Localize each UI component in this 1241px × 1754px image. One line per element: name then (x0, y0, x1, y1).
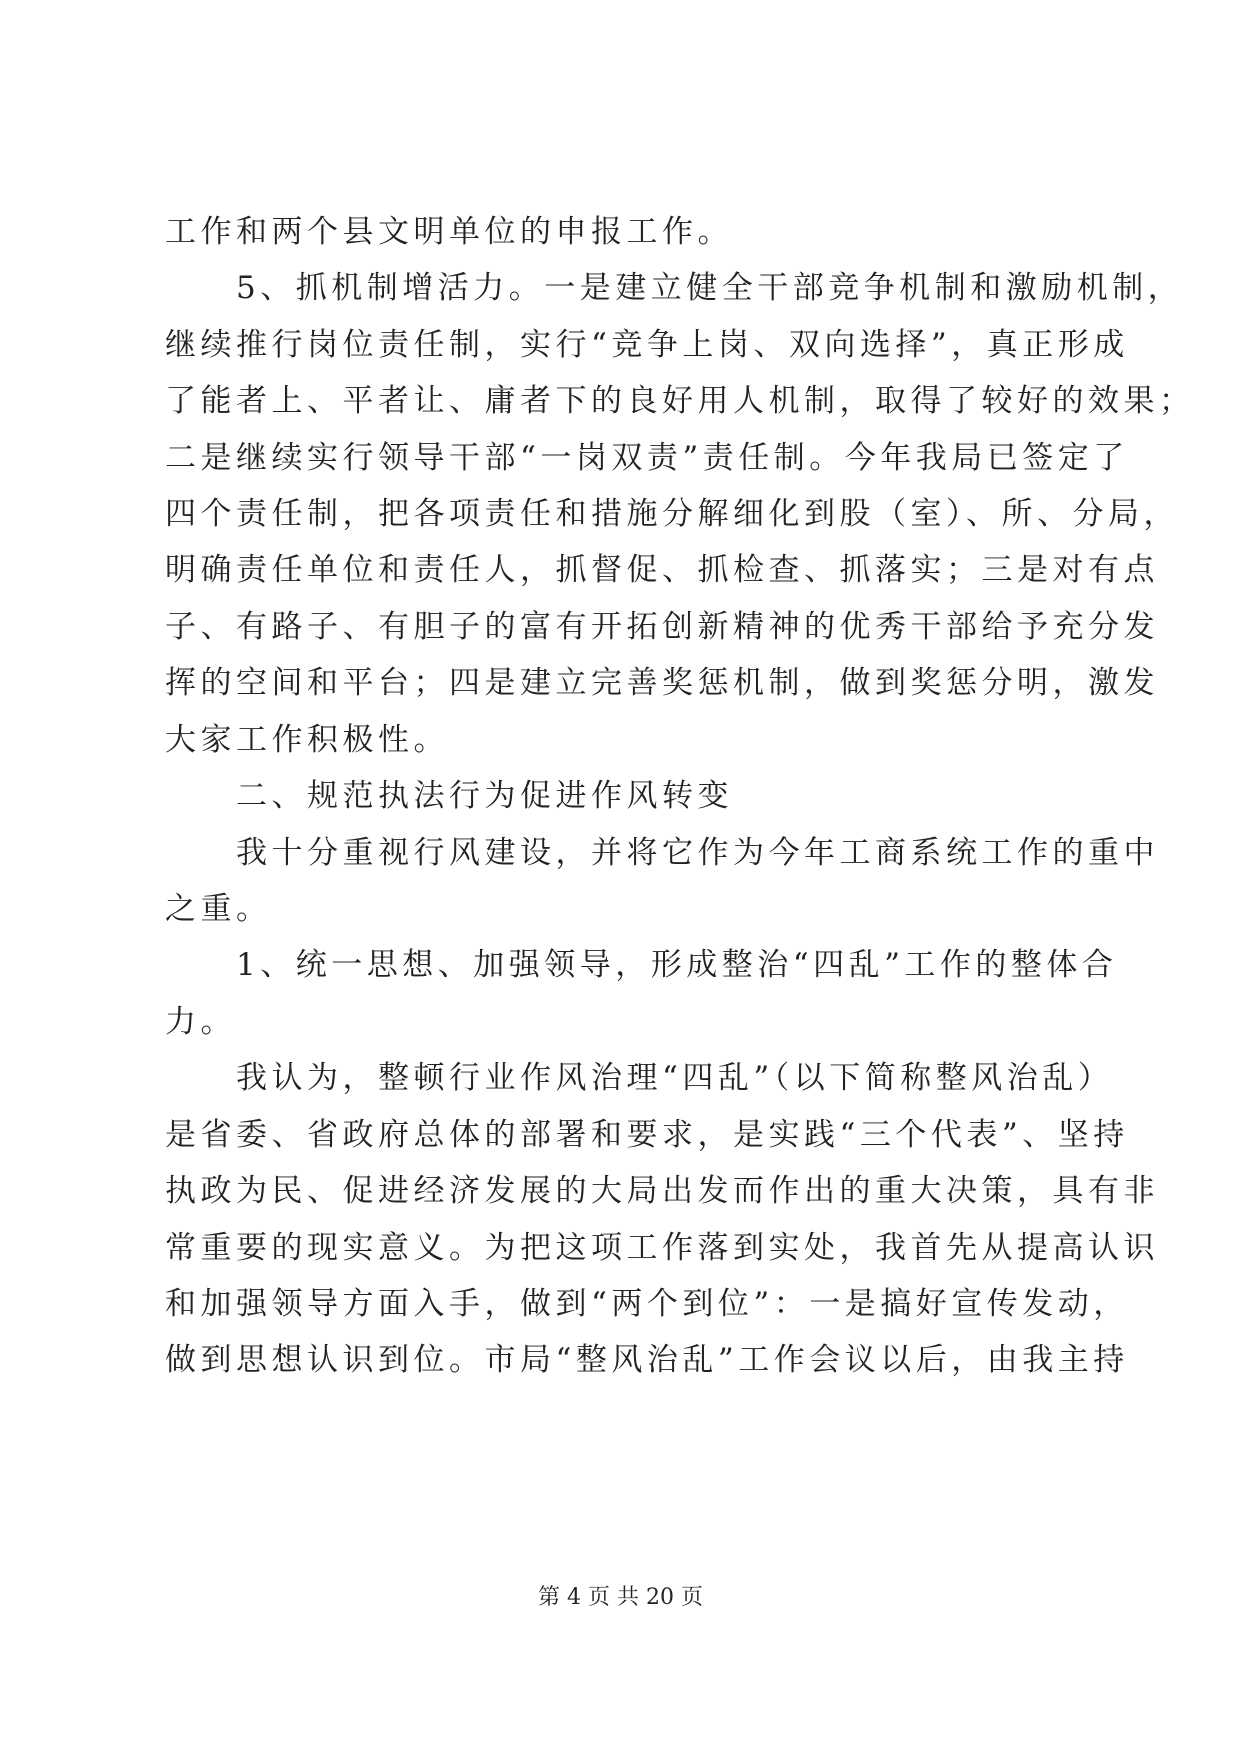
body-text-line: 明确责任单位和责任人，抓督促、抓检查、抓落实；三是对有点 (165, 552, 1159, 588)
body-text-line: 工作和两个县文明单位的申报工作。 (165, 214, 733, 250)
body-text-line: 和加强领导方面入手，做到“两个到位”：一是搞好宣传发动， (165, 1286, 1129, 1322)
body-text-line: 我十分重视行风建设，并将它作为今年工商系统工作的重中 (165, 835, 1159, 871)
body-text-line: 常重要的现实意义。为把这项工作落到实处，我首先从提高认识 (165, 1230, 1159, 1266)
section-heading: 二、规范执法行为促进作风转变 (165, 778, 733, 814)
body-text-line: 我认为，整顿行业作风治理“四乱”（以下简称整风治乱） (165, 1060, 1114, 1096)
body-text-line: 执政为民、促进经济发展的大局出发而作出的重大决策，具有非 (165, 1173, 1159, 1209)
body-text-line: 大家工作积极性。 (165, 722, 449, 758)
body-text-line: 继续推行岗位责任制，实行“竞争上岗、双向选择”，真正形成 (165, 327, 1129, 363)
body-text-line: 二是继续实行领导干部“一岗双责”责任制。今年我局已签定了 (165, 440, 1129, 476)
body-text-line: 四个责任制，把各项责任和措施分解细化到股（室）、所、分局， (165, 496, 1179, 532)
body-text-line: 做到思想认识到位。市局“整风治乱”工作会议以后，由我主持 (165, 1342, 1129, 1378)
page-number-footer: 第 4 页 共 20 页 (538, 1585, 703, 1610)
body-text-line: 之重。 (165, 891, 272, 927)
body-text-line: 是省委、省政府总体的部署和要求，是实践“三个代表”、坚持 (165, 1117, 1129, 1153)
body-text-line: 挥的空间和平台；四是建立完善奖惩机制，做到奖惩分明，激发 (165, 665, 1159, 701)
body-text-line: 力。 (165, 1004, 236, 1040)
body-text-line: 子、有路子、有胆子的富有开拓创新精神的优秀干部给予充分发 (165, 609, 1159, 645)
body-text-line: 1、统一思想、加强领导，形成整治“四乱”工作的整体合 (165, 947, 1118, 983)
body-text-line: 5、抓机制增活力。一是建立健全干部竞争机制和激励机制， (165, 270, 1184, 306)
body-text-line: 了能者上、平者让、庸者下的良好用人机制，取得了较好的效果； (165, 383, 1195, 419)
